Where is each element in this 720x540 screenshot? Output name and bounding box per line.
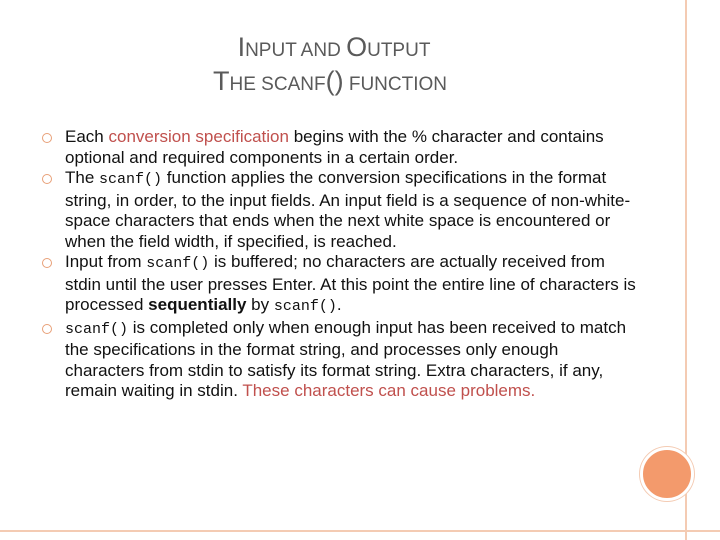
bullet-icon — [42, 174, 52, 184]
bullet-item-2: The scanf() function applies the conversion specifications in the format string, in order, to the input fields. An input field is a sequence of non-white-space characters that ends when the next white space is encountered or when the field width, if specified, is reached. — [42, 168, 642, 252]
title-line-1: INPUT AND OUTPUT — [237, 32, 431, 62]
decorative-circle — [640, 447, 694, 501]
title-line-2: THE SCANF() FUNCTION — [213, 66, 447, 96]
bullet-icon — [42, 258, 52, 268]
highlight-conversion-specification: conversion specification — [108, 127, 289, 146]
code-scanf: scanf() — [99, 171, 163, 188]
slide-title — [0, 32, 660, 100]
code-scanf: scanf() — [273, 298, 337, 315]
bullet-icon — [42, 324, 52, 334]
highlight-problems: These characters can cause problems. — [242, 381, 536, 400]
bold-sequentially: sequentially — [148, 295, 247, 314]
code-scanf: scanf() — [65, 320, 129, 338]
bullet-item-3: Input from scanf() is buffered; no characters are actually received from stdin until the user presses Enter. At this point the entire line of characters is processed sequentially by scanf(). — [42, 252, 642, 318]
bullet-list — [42, 127, 642, 402]
bullet-icon — [42, 133, 52, 143]
bullet-item-1: Each conversion specification begins with the % character and contains optional and required components in a certain order. — [42, 127, 642, 168]
code-scanf: scanf() — [146, 255, 210, 272]
bullet-item-4: scanf() is completed only when enough input has been received to match the specifications in the format string, and processes only enough characters from stdin to satisfy its format string. Extra characters, if any, remain waiting in stdin. These characters can cause problems. — [42, 318, 642, 402]
frame-horizontal-line — [0, 530, 720, 532]
